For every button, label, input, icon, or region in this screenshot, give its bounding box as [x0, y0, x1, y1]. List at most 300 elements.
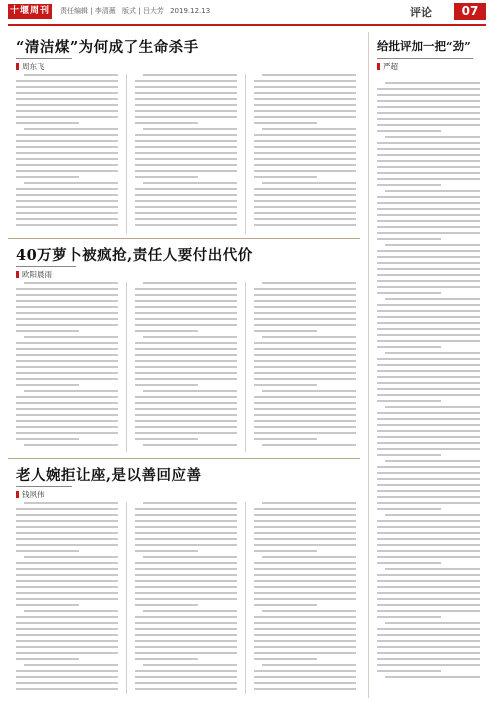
- body-column: [135, 502, 237, 694]
- text-line: [262, 390, 356, 392]
- text-line: [135, 360, 237, 362]
- text-line: [24, 128, 118, 130]
- text-line: [377, 628, 480, 630]
- text-line: [254, 634, 356, 636]
- article-divider: [8, 458, 360, 459]
- text-line: [16, 604, 79, 606]
- text-line: [254, 426, 356, 428]
- text-line: [254, 604, 317, 606]
- text-line: [254, 122, 317, 124]
- text-line: [16, 194, 118, 196]
- text-line: [135, 116, 237, 118]
- text-line: [254, 116, 356, 118]
- text-line: [254, 110, 356, 112]
- text-line: [254, 86, 356, 88]
- text-line: [377, 508, 441, 510]
- text-line: [16, 312, 118, 314]
- text-line: [135, 218, 237, 220]
- text-line: [377, 166, 480, 168]
- text-line: [135, 134, 237, 136]
- text-line: [254, 360, 356, 362]
- text-line: [254, 294, 356, 296]
- text-line: [135, 294, 237, 296]
- text-line: [254, 520, 356, 522]
- text-line: [24, 74, 118, 76]
- text-line: [135, 92, 237, 94]
- text-line: [377, 526, 480, 528]
- text-line: [254, 580, 356, 582]
- text-line: [377, 418, 480, 420]
- text-line: [254, 646, 356, 648]
- body-column: [254, 502, 356, 694]
- text-line: [135, 544, 237, 546]
- text-line: [24, 610, 118, 612]
- text-line: [377, 118, 480, 120]
- header-rule: [8, 24, 486, 26]
- article-divider: [8, 238, 360, 239]
- text-line: [254, 514, 356, 516]
- text-line: [16, 318, 118, 320]
- text-line: [16, 330, 79, 332]
- text-line: [135, 170, 237, 172]
- text-line: [135, 670, 237, 672]
- text-line: [377, 148, 480, 150]
- text-line: [16, 86, 118, 88]
- text-line: [135, 158, 237, 160]
- text-line: [16, 378, 118, 380]
- text-line: [254, 676, 356, 678]
- text-line: [377, 658, 480, 660]
- body-column: [254, 74, 356, 234]
- article-clean-coal: [8, 32, 360, 238]
- text-line: [377, 220, 480, 222]
- text-line: [135, 110, 237, 112]
- text-line: [254, 288, 356, 290]
- text-line: [254, 432, 356, 434]
- text-line: [385, 568, 480, 570]
- text-line: [16, 306, 118, 308]
- text-line: [254, 532, 356, 534]
- text-line: [143, 336, 237, 338]
- text-line: [254, 158, 356, 160]
- section-label: 评论: [410, 6, 432, 19]
- text-line: [135, 104, 237, 106]
- text-line: [377, 304, 480, 306]
- text-line: [377, 388, 480, 390]
- text-line: [377, 286, 480, 288]
- text-line: [16, 396, 118, 398]
- text-line: [16, 592, 118, 594]
- text-line: [377, 382, 480, 384]
- text-line: [254, 306, 356, 308]
- text-line: [135, 616, 237, 618]
- text-line: [377, 502, 480, 504]
- text-line: [135, 80, 237, 82]
- text-line: [377, 532, 480, 534]
- text-line: [135, 520, 237, 522]
- text-line: [24, 390, 118, 392]
- body-column: [16, 502, 118, 694]
- text-line: [135, 592, 237, 594]
- text-line: [135, 580, 237, 582]
- text-line: [16, 682, 118, 684]
- text-line: [377, 160, 480, 162]
- text-line: [377, 478, 480, 480]
- text-line: [135, 176, 198, 178]
- text-line: [135, 312, 237, 314]
- text-line: [254, 670, 356, 672]
- side-column-byline: 严超: [377, 58, 473, 72]
- article-headline: 老人婉拒让座,是以善回应善: [16, 467, 202, 484]
- text-line: [135, 384, 198, 386]
- text-line: [16, 432, 118, 434]
- text-line: [254, 402, 356, 404]
- text-line: [16, 354, 118, 356]
- page-header: [0, 0, 493, 22]
- text-line: [254, 598, 356, 600]
- text-line: [24, 282, 118, 284]
- text-line: [377, 130, 441, 132]
- section-tag: 十堰周刊: [8, 4, 52, 19]
- text-line: [16, 514, 118, 516]
- text-line: [135, 140, 237, 142]
- text-line: [16, 676, 118, 678]
- text-line: [254, 330, 317, 332]
- text-line: [135, 604, 198, 606]
- text-line: [135, 514, 237, 516]
- text-line: [135, 300, 237, 302]
- text-line: [254, 544, 356, 546]
- text-line: [377, 592, 480, 594]
- text-line: [135, 212, 237, 214]
- text-line: [377, 544, 480, 546]
- text-line: [254, 562, 356, 564]
- text-line: [254, 170, 356, 172]
- text-line: [16, 420, 118, 422]
- text-line: [16, 188, 118, 190]
- text-line: [377, 328, 480, 330]
- text-line: [135, 206, 237, 208]
- text-line: [254, 146, 356, 148]
- text-line: [377, 112, 480, 114]
- article-headline: “清洁煤”为何成了生命杀手: [16, 39, 199, 56]
- text-line: [254, 438, 317, 440]
- text-line: [254, 538, 356, 540]
- text-line: [135, 372, 237, 374]
- text-line: [135, 152, 237, 154]
- text-line: [377, 376, 480, 378]
- text-line: [135, 598, 237, 600]
- text-line: [135, 568, 237, 570]
- text-line: [385, 622, 480, 624]
- text-line: [16, 146, 118, 148]
- text-line: [377, 124, 480, 126]
- text-line: [135, 634, 237, 636]
- text-line: [377, 598, 480, 600]
- text-line: [254, 366, 356, 368]
- text-line: [377, 496, 480, 498]
- text-line: [135, 622, 237, 624]
- text-line: [16, 550, 79, 552]
- text-line: [135, 330, 198, 332]
- text-line: [16, 640, 118, 642]
- text-line: [16, 366, 118, 368]
- text-line: [16, 568, 118, 570]
- text-line: [377, 550, 480, 552]
- text-line: [377, 634, 480, 636]
- side-column-headline: 给批评加一把“劲”: [377, 39, 471, 53]
- text-line: [135, 420, 237, 422]
- text-line: [385, 82, 480, 84]
- text-line: [377, 208, 480, 210]
- text-line: [135, 188, 237, 190]
- text-line: [254, 658, 317, 660]
- text-line: [16, 646, 118, 648]
- text-line: [254, 568, 356, 570]
- text-line: [135, 438, 198, 440]
- text-line: [135, 194, 237, 196]
- text-line: [254, 224, 356, 226]
- text-line: [135, 348, 237, 350]
- text-line: [135, 414, 237, 416]
- text-line: [16, 116, 118, 118]
- text-line: [377, 142, 480, 144]
- article-body: [16, 282, 356, 452]
- text-line: [377, 484, 480, 486]
- text-line: [135, 658, 198, 660]
- text-line: [16, 152, 118, 154]
- text-line: [254, 420, 356, 422]
- text-line: [254, 688, 356, 690]
- text-line: [16, 122, 79, 124]
- text-line: [377, 340, 480, 342]
- text-line: [254, 140, 356, 142]
- text-line: [135, 426, 237, 428]
- text-line: [262, 664, 356, 666]
- issue-date: 2019.12.13: [170, 7, 211, 15]
- text-line: [16, 200, 118, 202]
- text-line: [143, 390, 237, 392]
- text-line: [16, 360, 118, 362]
- article-radish: [8, 240, 360, 456]
- text-line: [16, 408, 118, 410]
- text-line: [254, 396, 356, 398]
- text-line: [377, 346, 441, 348]
- text-line: [377, 178, 480, 180]
- text-line: [16, 324, 118, 326]
- text-line: [16, 634, 118, 636]
- text-line: [377, 196, 480, 198]
- text-line: [254, 628, 356, 630]
- text-line: [16, 562, 118, 564]
- text-line: [262, 444, 356, 446]
- text-line: [377, 442, 480, 444]
- text-line: [16, 158, 118, 160]
- text-line: [377, 184, 441, 186]
- text-line: [16, 80, 118, 82]
- text-line: [16, 134, 118, 136]
- text-line: [24, 336, 118, 338]
- text-line: [16, 348, 118, 350]
- text-line: [254, 200, 356, 202]
- text-line: [135, 652, 237, 654]
- text-line: [377, 454, 441, 456]
- text-line: [16, 372, 118, 374]
- text-line: [16, 508, 118, 510]
- text-line: [254, 218, 356, 220]
- text-line: [377, 436, 480, 438]
- text-line: [135, 200, 237, 202]
- text-line: [377, 448, 480, 450]
- article-byline: 周东飞: [16, 58, 72, 72]
- text-line: [254, 212, 356, 214]
- text-line: [16, 622, 118, 624]
- side-column-body: [377, 82, 480, 678]
- designer-credit: 版式 | 吕大芳: [122, 7, 164, 15]
- text-line: [143, 182, 237, 184]
- text-line: [254, 188, 356, 190]
- text-line: [377, 562, 441, 564]
- text-line: [377, 202, 480, 204]
- text-line: [377, 424, 480, 426]
- text-line: [16, 586, 118, 588]
- text-line: [135, 688, 237, 690]
- text-line: [135, 628, 237, 630]
- text-line: [262, 610, 356, 612]
- text-line: [16, 580, 118, 582]
- text-line: [377, 616, 441, 618]
- text-line: [377, 646, 480, 648]
- text-line: [254, 574, 356, 576]
- text-line: [135, 306, 237, 308]
- text-line: [377, 100, 480, 102]
- text-line: [135, 224, 237, 226]
- text-line: [16, 342, 118, 344]
- text-line: [135, 408, 237, 410]
- text-line: [377, 154, 480, 156]
- text-line: [135, 526, 237, 528]
- text-line: [377, 586, 480, 588]
- text-line: [135, 366, 237, 368]
- text-line: [16, 544, 118, 546]
- text-line: [254, 176, 317, 178]
- text-line: [135, 532, 237, 534]
- text-line: [377, 256, 480, 258]
- text-line: [24, 664, 118, 666]
- text-line: [135, 538, 237, 540]
- text-line: [377, 430, 480, 432]
- text-line: [16, 628, 118, 630]
- text-line: [135, 640, 237, 642]
- text-line: [16, 538, 118, 540]
- text-line: [254, 526, 356, 528]
- text-line: [385, 406, 480, 408]
- text-line: [377, 604, 480, 606]
- text-line: [254, 586, 356, 588]
- text-line: [377, 670, 441, 672]
- body-column: [16, 74, 118, 234]
- text-line: [254, 640, 356, 642]
- text-line: [24, 182, 118, 184]
- text-line: [377, 400, 441, 402]
- text-line: [16, 688, 118, 690]
- text-line: [135, 378, 237, 380]
- text-line: [254, 384, 317, 386]
- article-byline: 欧阳晨雨: [16, 266, 76, 280]
- text-line: [16, 140, 118, 142]
- text-line: [16, 402, 118, 404]
- text-line: [377, 274, 480, 276]
- text-line: [254, 318, 356, 320]
- text-line: [385, 136, 480, 138]
- text-line: [143, 664, 237, 666]
- text-line: [16, 92, 118, 94]
- text-line: [135, 288, 237, 290]
- text-line: [377, 664, 480, 666]
- text-line: [16, 520, 118, 522]
- article-elder-seat: [8, 460, 360, 698]
- text-line: [262, 556, 356, 558]
- text-line: [262, 128, 356, 130]
- text-line: [377, 232, 480, 234]
- article-body: [16, 502, 356, 694]
- text-line: [377, 226, 480, 228]
- text-line: [377, 472, 480, 474]
- text-line: [254, 354, 356, 356]
- text-line: [254, 550, 317, 552]
- text-line: [135, 396, 237, 398]
- text-line: [254, 152, 356, 154]
- text-line: [16, 574, 118, 576]
- text-line: [254, 682, 356, 684]
- text-line: [135, 164, 237, 166]
- text-line: [16, 526, 118, 528]
- text-line: [16, 294, 118, 296]
- text-line: [16, 164, 118, 166]
- text-line: [254, 104, 356, 106]
- text-line: [16, 414, 118, 416]
- text-line: [254, 98, 356, 100]
- text-line: [16, 104, 118, 106]
- text-line: [385, 352, 480, 354]
- page-credits: [60, 6, 214, 16]
- body-column: [16, 282, 118, 452]
- text-line: [254, 508, 356, 510]
- text-line: [377, 574, 480, 576]
- text-line: [16, 212, 118, 214]
- article-byline: 钱夙伟: [16, 486, 72, 500]
- text-line: [377, 322, 480, 324]
- text-line: [377, 280, 480, 282]
- text-line: [254, 206, 356, 208]
- text-line: [254, 134, 356, 136]
- text-line: [135, 550, 198, 552]
- text-line: [16, 224, 118, 226]
- text-line: [254, 414, 356, 416]
- text-line: [254, 342, 356, 344]
- text-line: [377, 610, 480, 612]
- text-line: [16, 670, 118, 672]
- text-line: [16, 598, 118, 600]
- text-line: [16, 288, 118, 290]
- text-line: [143, 502, 237, 504]
- text-line: [135, 342, 237, 344]
- text-line: [254, 80, 356, 82]
- text-line: [254, 348, 356, 350]
- text-line: [135, 402, 237, 404]
- text-line: [135, 562, 237, 564]
- text-line: [377, 358, 480, 360]
